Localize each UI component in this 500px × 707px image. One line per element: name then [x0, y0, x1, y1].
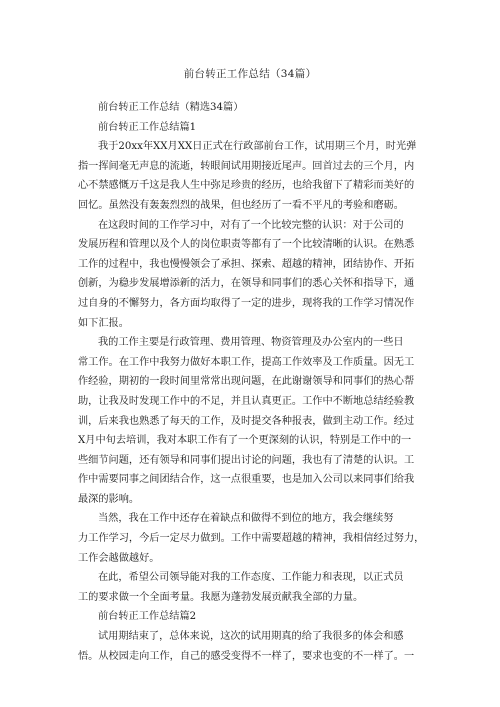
text-line: 工作会越做越好。: [78, 552, 160, 564]
text-line: 些细节问题，还有领导和同事们提出讨论的问题，我也有了清楚的认识。工: [78, 454, 415, 466]
text-line: 力工作学习，今后一定尽力做到。工作中需要超越的精神，我相信经过努力，: [78, 533, 425, 545]
text-line: 最深的影响。: [78, 493, 140, 505]
text-line: 悟。从校园走向工作，自己的感受变得不一样了，要求也变的不一样了。一: [78, 650, 415, 662]
text-line: 指一挥间毫无声息的流逝，转眼间试用期接近尾声。回首过去的三个月，内: [78, 160, 415, 172]
text-line: 我的工作主要是行政管理、费用管理、物资管理及办公室内的一些日: [98, 337, 404, 349]
text-line: 作经验，期初的一段时间里常常出现问题，在此谢谢领导和同事们的热心帮: [78, 376, 415, 388]
text-line: 创新，为稳步发展增添新的活力，在领导和同事们的悉心关怀和指导下，通: [78, 278, 415, 290]
text-line: 助，让我及时发现工作中的不足，并且认真更正。工作中不断地总结经验教: [78, 395, 415, 407]
text-line: 工的要求做一个全面考量。我愿为蓬勃发展贡献我全部的力量。: [78, 591, 364, 603]
text-line: 我于20xx年XX月XX日正式在行政部前台工作，试用期三个月，时光弹: [98, 141, 417, 153]
text-line: 工作的过程中，我也慢慢领会了承担、探索、超越的精神，团结协作、开拓: [78, 258, 415, 270]
text-line: X月中旬去培训，我对本职工作有了一个更深刻的认识，特别是工作中的一: [78, 435, 412, 447]
text-line: 试用期结束了，总体来说，这次的试用期真的给了我很多的体会和感: [98, 631, 404, 643]
text-line: 在此，希望公司领导能对我的工作态度、工作能力和表现，以正式员: [98, 572, 404, 584]
text-line: 作中需要同事之间团结合作，这一点很重要，也是加入公司以来同事们给我: [78, 474, 415, 486]
text-line: 心不禁感慨万千这是我人生中弥足珍贵的经历，也给我留下了精彩而美好的: [78, 180, 415, 192]
document-title: 前台转正工作总结（34篇）: [183, 68, 317, 80]
document-body: [78, 98, 430, 666]
text-line: 发展历程和管理以及个人的岗位职责等都有了一个比较清晰的认识。在熟悉: [78, 239, 415, 251]
text-line: 前台转正工作总结（精选34篇）: [98, 102, 244, 113]
text-line: 过自身的不懈努力，各方面均取得了一定的进步，现将我的工作学习情况作: [78, 297, 415, 309]
text-line: 前台转正工作总结篇2: [98, 611, 197, 623]
text-line: 训，后来我也熟悉了每天的工作，及时提交各种报表，做到主动工作。经过: [78, 415, 415, 427]
text-line: 回忆。虽然没有轰轰烈烈的战果，但也经历了一看不平凡的考验和磨砺。: [78, 199, 404, 211]
text-line: 常工作。在工作中我努力做好本职工作，提高工作效率及工作质量。因无工: [78, 356, 415, 368]
text-line: 如下汇报。: [78, 317, 129, 329]
text-line: 当然，我在工作中还存在着缺点和做得不到位的地方，我会继续努: [98, 513, 394, 525]
text-line: 在这段时间的工作学习中，对有了一个比较完整的认识：对于公司的: [98, 219, 404, 231]
text-line: 前台转正工作总结篇1: [98, 121, 197, 133]
